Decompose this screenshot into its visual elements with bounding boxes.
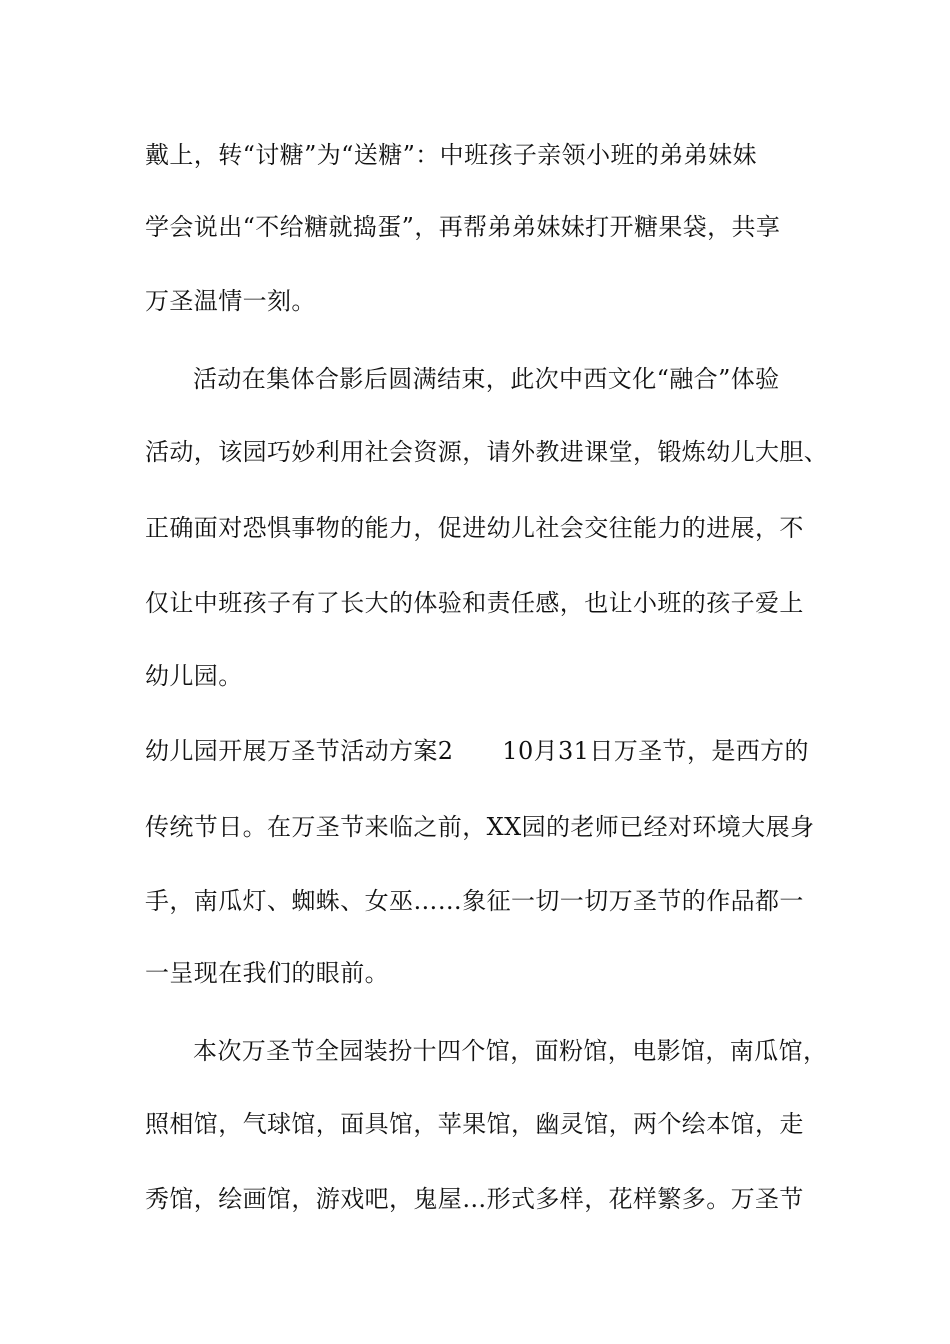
paragraph-line: 戴上，转“讨糖”为“送糖”：中班孩子亲领小班的弟弟妹妹 (145, 141, 757, 169)
paragraph-line: 万圣温情一刻。 (145, 287, 316, 315)
paragraph-line: 活动在集体合影后圆满结束，此次中西文化“融合”体验 (193, 365, 780, 393)
paragraph-line: 传统节日。在万圣节来临之前，XX园的老师已经对环境大展身 (145, 813, 815, 841)
section-heading-line: 幼儿园开展万圣节活动方案2 10月31日万圣节，是西方的 (145, 737, 809, 765)
paragraph-line: 学会说出“不给糖就捣蛋”，再帮弟弟妹妹打开糖果袋，共享 (145, 213, 781, 241)
paragraph-line: 本次万圣节全园装扮十四个馆，面粉馆，电影馆，南瓜馆， (193, 1037, 828, 1065)
paragraph-line: 活动，该园巧妙利用社会资源，请外教进课堂，锻炼幼儿大胆、 (145, 438, 829, 466)
paragraph-line: 正确面对恐惧事物的能力，促进幼儿社会交往能力的进展，不 (145, 514, 804, 542)
paragraph-line: 秀馆，绘画馆，游戏吧，鬼屋…形式多样，花样繁多。万圣节 (145, 1185, 804, 1213)
paragraph-line: 手，南瓜灯、蜘蛛、女巫……象征一切一切万圣节的作品都一 (145, 887, 804, 915)
paragraph-line: 幼儿园。 (145, 662, 243, 690)
paragraph-line: 仅让中班孩子有了长大的体验和责任感，也让小班的孩子爱上 (145, 589, 804, 617)
paragraph-line: 一呈现在我们的眼前。 (145, 959, 389, 987)
paragraph-line: 照相馆，气球馆，面具馆，苹果馆，幽灵馆，两个绘本馆，走 (145, 1110, 804, 1138)
